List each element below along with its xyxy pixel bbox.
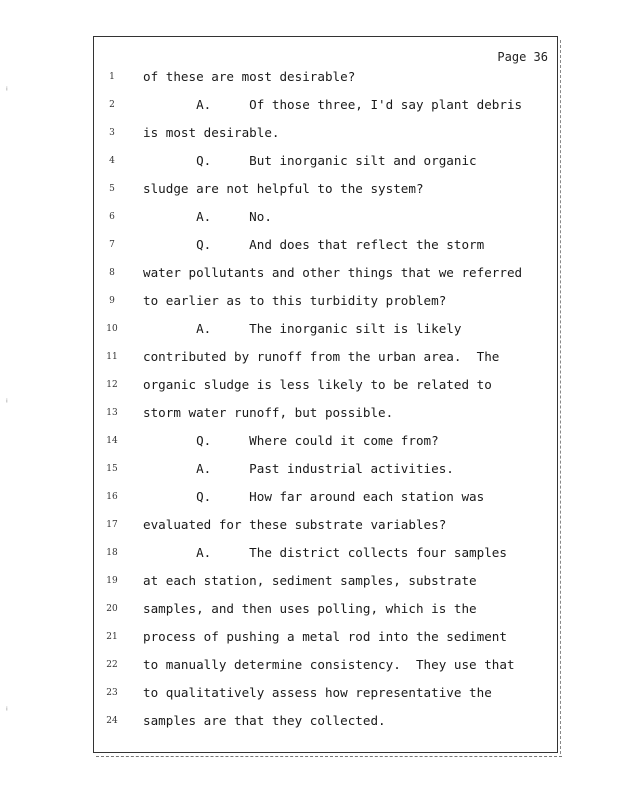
transcript-line	[94, 571, 559, 591]
line-number: 19	[106, 576, 118, 586]
line-text: samples, and then uses polling, which is the	[143, 601, 477, 616]
transcript-line	[94, 487, 559, 507]
line-text: Q. Where could it come from?	[143, 433, 439, 448]
line-text: is most desirable.	[143, 125, 280, 140]
margin-mark: ⁱ	[6, 706, 8, 717]
transcript-line	[94, 263, 559, 283]
line-number: 4	[109, 156, 115, 166]
line-number: 3	[109, 128, 115, 138]
line-text: process of pushing a metal rod into the sediment	[143, 629, 507, 644]
transcript-line	[94, 347, 559, 367]
line-number: 2	[109, 100, 115, 110]
line-number: 18	[106, 548, 118, 558]
line-number: 12	[106, 380, 118, 390]
line-number: 17	[106, 520, 118, 530]
transcript-line	[94, 543, 559, 563]
line-text: A. Of those three, I'd say plant debris	[143, 97, 523, 112]
transcript-line	[94, 627, 559, 647]
transcript-line	[94, 431, 559, 451]
transcript-line	[94, 151, 559, 171]
line-number: 14	[106, 436, 118, 446]
line-number: 9	[109, 296, 115, 306]
transcript-line	[94, 375, 559, 395]
transcript-line	[94, 179, 559, 199]
line-text: Q. But inorganic silt and organic	[143, 153, 477, 168]
line-text: Q. And does that reflect the storm	[143, 237, 485, 252]
line-number: 20	[106, 604, 118, 614]
transcript-line	[94, 515, 559, 535]
line-text: to manually determine consistency. They use that	[143, 657, 515, 672]
margin-mark: ⁱ	[6, 86, 8, 97]
transcript-line	[94, 207, 559, 227]
line-text: samples are that they collected.	[143, 713, 386, 728]
line-number: 21	[106, 632, 118, 642]
line-number: 11	[106, 352, 118, 362]
margin-mark: ⁱ	[6, 398, 8, 409]
transcript-line	[94, 599, 559, 619]
line-text: A. The district collects four samples	[143, 545, 507, 560]
line-number: 22	[106, 660, 118, 670]
page-number: Page 36	[497, 50, 548, 64]
line-number: 5	[109, 184, 115, 194]
line-text: water pollutants and other things that we referred	[143, 265, 523, 280]
transcript-line	[94, 683, 559, 703]
line-text: to qualitatively assess how representative the	[143, 685, 492, 700]
transcript-line	[94, 403, 559, 423]
line-number: 24	[106, 716, 118, 726]
line-text: at each station, sediment samples, substrate	[143, 573, 477, 588]
transcript-line	[94, 711, 559, 731]
line-text: storm water runoff, but possible.	[143, 405, 394, 420]
line-text: sludge are not helpful to the system?	[143, 181, 424, 196]
line-number: 13	[106, 408, 118, 418]
transcript-page	[93, 36, 558, 753]
line-text: evaluated for these substrate variables?	[143, 517, 447, 532]
transcript-line	[94, 67, 559, 87]
line-number: 8	[109, 268, 115, 278]
line-number: 7	[109, 240, 115, 250]
line-number: 6	[109, 212, 115, 222]
line-text: A. Past industrial activities.	[143, 461, 454, 476]
transcript-line	[94, 459, 559, 479]
line-text: A. No.	[143, 209, 272, 224]
transcript-line	[94, 291, 559, 311]
transcript-line	[94, 655, 559, 675]
line-text: A. The inorganic silt is likely	[143, 321, 462, 336]
line-text: organic sludge is less likely to be related to	[143, 377, 492, 392]
transcript-line	[94, 319, 559, 339]
line-number: 23	[106, 688, 118, 698]
line-number: 1	[109, 72, 115, 82]
line-text: Q. How far around each station was	[143, 489, 485, 504]
line-text: to earlier as to this turbidity problem?	[143, 293, 447, 308]
page-edge-shadow	[560, 40, 563, 754]
transcript-line	[94, 123, 559, 143]
line-text: contributed by runoff from the urban area. The	[143, 349, 500, 364]
transcript-line	[94, 235, 559, 255]
line-text: of these are most desirable?	[143, 69, 356, 84]
line-number: 16	[106, 492, 118, 502]
line-number: 10	[106, 324, 118, 334]
transcript-line	[94, 95, 559, 115]
line-number: 15	[106, 464, 118, 474]
